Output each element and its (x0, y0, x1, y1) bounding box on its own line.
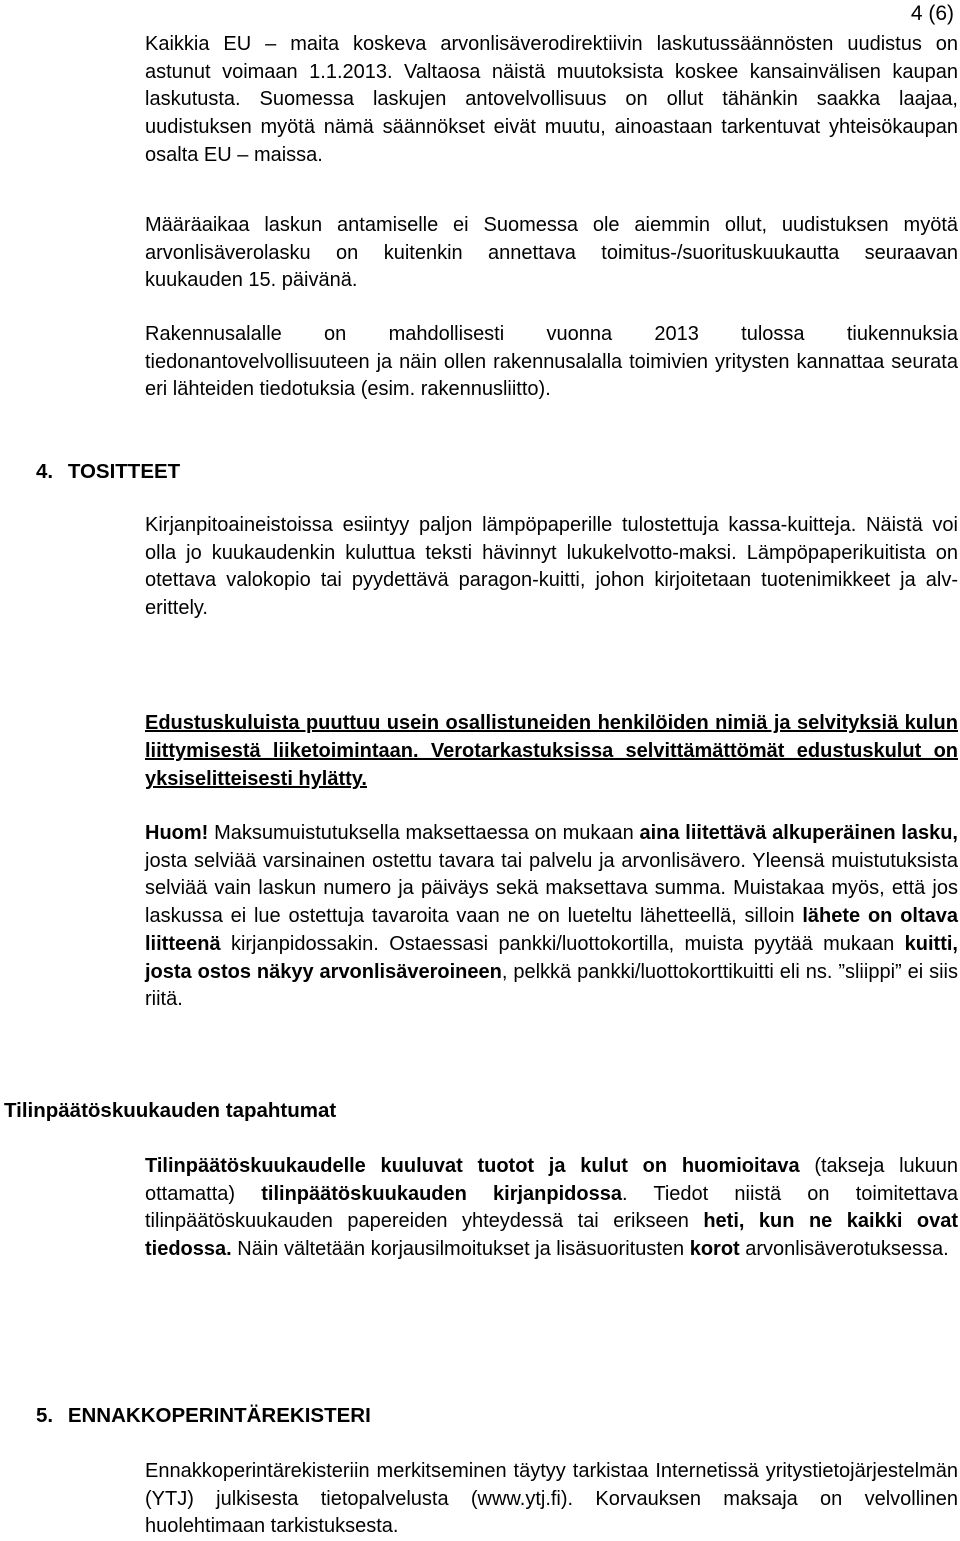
section-5-heading (36, 1402, 371, 1430)
section-5-title: ENNAKKOPERINTÄREKISTERI (67, 1404, 371, 1427)
closing-month-heading: Tilinpäätöskuukauden tapahtumat (4, 1099, 337, 1122)
receipts-paragraph: Kirjanpitoaineistoissa esiintyy paljon lämpöpaperille tulostettuja kassa-kuitteja. Näistä voi olla jo kuukaudenkin kuluttua teksti hävinnyt lukukelvotto-maksi. Lämpöpaperikuitista on otettava valokopio tai pyydettävä paragon-kuitti, johon kirjoitetaan tuotenimikkeet ja alv-erittely. (145, 514, 958, 620)
payment-reminder-note: Huom! Maksumuistutuksella maksettaessa on mukaan aina liitettävä alkuperäinen lasku, josta selviää varsinainen ostettu tavara tai palvelu ja arvonlisävero. Yleensä muistutuksista selviää vain laskun numero ja päiväys sekä maksettava summa. Muistakaa myös, että jos laskussa ei lue ostettuja tavaroita vaan ne on lueteltu lähetteellä, silloin lähete on oltava liitteenä kirjanpidossakin. Ostaessasi pankki/luottokortilla, muista pyytää mukaan kuitti, josta ostos näkyy arvonlisäveroineen, pelkkä pankki/luottokorttikuitti eli ns. ”sliippi” ei siis riitä. (145, 822, 958, 1011)
section-4-number: 4. (36, 460, 54, 483)
intro-paragraph-eu-directive: Kaikkia EU – maita koskeva arvonlisäverodirektiivin laskutussäännösten uudistus on astunut voimaan 1.1.2013. Valtaosa näistä muutoksista koskee kansainvälisen kaupan laskutusta. Suomessa laskujen antovelvollisuus on ollut tähänkin saakka laajaa, uudistuksen myötä nämä säännökset eivät muutu, ainoastaan tarkentuvat yhteisökaupan osalta EU – maissa. (145, 33, 958, 166)
section-4-title: TOSITTEET (67, 460, 181, 483)
prepayment-register-paragraph: Ennakkoperintärekisteriin merkitseminen täytyy tarkistaa Internetissä yritystietojärjestelmän (YTJ) julkisesta tietopalvelusta (www.ytj.fi). Korvauksen maksaja on velvollinen huolehtimaan tarkistuksesta. (145, 1460, 958, 1538)
section-4-heading (36, 458, 180, 486)
intro-paragraph-deadline: Määräaikaa laskun antamiselle ei Suomessa ole aiemmin ollut, uudistuksen myötä arvonlisäverolasku on kuitenkin annettava toimitus-/suorituskuukautta seuraavan kuukauden 15. päivänä. (145, 214, 958, 292)
closing-month-paragraph: Tilinpäätöskuukaudelle kuuluvat tuotot ja kulut on huomioitava (takseja lukuun ottamatta) tilinpäätöskuukauden kirjanpidossa. Tiedot niistä on toimitettava tilinpäätöskuukauden papereiden yhteydessä tai erikseen heti, kun ne kaikki ovat tiedossa. Näin vältetään korjausilmoitukset ja lisäsuoritusten korot arvonlisäverotuksessa. (145, 1155, 959, 1261)
entertainment-expenses-paragraph: Edustuskuluista puuttuu usein osallistuneiden henkilöiden nimiä ja selvityksiä kulun liittymisestä liiketoimintaan. Verotarkastuksissa selvittämättömät edustuskulut on yksiselitteisesti hylätty. (145, 712, 958, 791)
intro-paragraph-construction: Rakennusalalle on mahdollisesti vuonna 2013 tulossa tiukennuksia tiedonantovelvollisuuteen ja näin ollen rakennusalalla toimivien yritysten kannattaa seurata eri lähteiden tiedotuksia (esim. rakennusliitto). (145, 323, 958, 401)
note-label: Huom! (145, 822, 209, 844)
section-5-number: 5. (36, 1404, 54, 1427)
page-number: 4 (6) (910, 2, 954, 25)
